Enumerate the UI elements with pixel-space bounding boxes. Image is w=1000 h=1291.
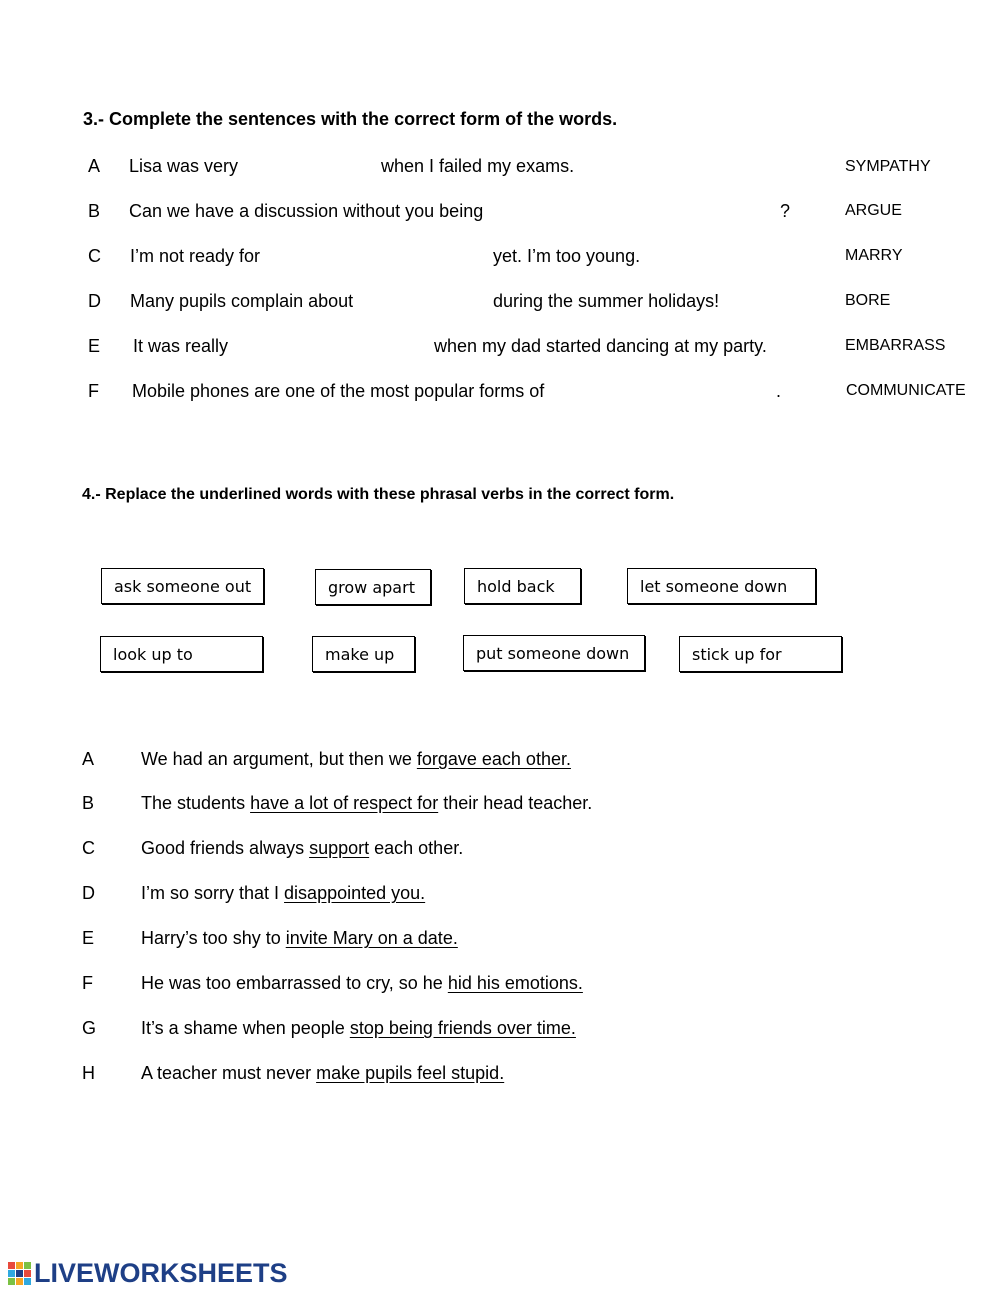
ex3-text-after: ? [780, 201, 791, 221]
ex4-letter: D [82, 883, 95, 903]
ex4-sentence: I’m so sorry that I disappointed you. [141, 883, 426, 903]
ex3-text-before: Lisa was very [129, 156, 239, 176]
ex3-letter: F [88, 381, 99, 401]
ex3-text-before: I’m not ready for [130, 246, 261, 266]
ex3-keyword: ARGUE [845, 202, 902, 219]
underlined-phrase: support [309, 838, 370, 858]
underlined-phrase: stop being friends over time. [349, 1018, 576, 1038]
underlined-phrase: make pupils feel stupid. [316, 1063, 505, 1083]
underlined-phrase: disappointed you. [284, 883, 426, 903]
exercise-3-title: 3.- Complete the sentences with the correct form of the words. [83, 109, 618, 129]
logo-cell [8, 1270, 15, 1277]
ex3-text-after: when my dad started dancing at my party. [434, 336, 767, 356]
word-bank-chip: look up to [100, 636, 263, 672]
ex3-text-before: It was really [133, 336, 229, 356]
ex4-sentence: The students have a lot of respect for their head teacher. [141, 793, 593, 813]
logo-cell [24, 1262, 31, 1269]
ex4-letter: H [82, 1063, 95, 1083]
underlined-phrase: hid his emotions. [447, 973, 583, 993]
logo-cell [16, 1278, 23, 1285]
word-bank-chip: make up [312, 636, 415, 672]
ex4-letter: B [82, 793, 95, 813]
ex3-text-before: Many pupils complain about [130, 291, 354, 311]
ex4-sentence: A teacher must never make pupils feel stupid. [141, 1063, 505, 1083]
ex4-sentence: Harry’s too shy to invite Mary on a date. [141, 928, 458, 948]
word-bank-chip: put someone down [463, 635, 645, 671]
ex4-letter: G [82, 1018, 97, 1038]
underlined-phrase: invite Mary on a date. [285, 928, 458, 948]
ex4-letter: A [82, 749, 95, 769]
ex3-text-after: . [776, 381, 782, 401]
liveworksheets-logo[interactable] [8, 1258, 288, 1289]
ex3-text-after: during the summer holidays! [493, 291, 720, 311]
ex3-keyword: MARRY [845, 247, 903, 264]
ex3-keyword: EMBARRASS [845, 337, 946, 354]
ex4-letter: C [82, 838, 95, 858]
logo-cell [8, 1278, 15, 1285]
logo-grid-icon [8, 1262, 31, 1285]
ex4-sentence: He was too embarrassed to cry, so he hid his emotions. [141, 973, 583, 993]
logo-cell [24, 1270, 31, 1277]
word-bank-chip: stick up for [679, 636, 842, 672]
ex4-sentence: Good friends always support each other. [141, 838, 464, 858]
ex3-letter: A [88, 156, 101, 176]
ex3-text-after: when I failed my exams. [381, 156, 575, 176]
exercise-4-title: 4.- Replace the underlined words with these phrasal verbs in the correct form. [82, 486, 675, 503]
logo-text: LIVEWORKSHEETS [34, 1258, 288, 1288]
ex3-letter: D [88, 291, 101, 311]
underlined-phrase: forgave each other. [416, 749, 571, 769]
ex3-keyword: COMMUNICATE [846, 382, 966, 399]
logo-cell [8, 1262, 15, 1269]
underlined-phrase: have a lot of respect for [250, 793, 439, 813]
ex4-letter: F [82, 973, 93, 993]
ex4-sentence: We had an argument, but then we forgave each other. [141, 749, 571, 769]
ex3-text-before: Can we have a discussion without you being [129, 201, 484, 221]
ex3-keyword: BORE [845, 292, 891, 309]
ex3-text-before: Mobile phones are one of the most popular forms of [132, 381, 545, 401]
ex4-letter: E [82, 928, 95, 948]
ex3-keyword: SYMPATHY [845, 158, 931, 175]
logo-cell [16, 1270, 23, 1277]
word-bank-chip: let someone down [627, 568, 816, 604]
ex3-letter: B [88, 201, 101, 221]
ex3-letter: C [88, 246, 101, 266]
ex3-text-after: yet. I’m too young. [493, 246, 641, 266]
logo-cell [24, 1278, 31, 1285]
word-bank-chip: grow apart [315, 569, 431, 605]
logo-cell [16, 1262, 23, 1269]
word-bank-chip: ask someone out [101, 568, 264, 604]
ex3-letter: E [88, 336, 101, 356]
word-bank-chip: hold back [464, 568, 581, 604]
ex4-sentence: It’s a shame when people stop being friends over time. [141, 1018, 576, 1038]
